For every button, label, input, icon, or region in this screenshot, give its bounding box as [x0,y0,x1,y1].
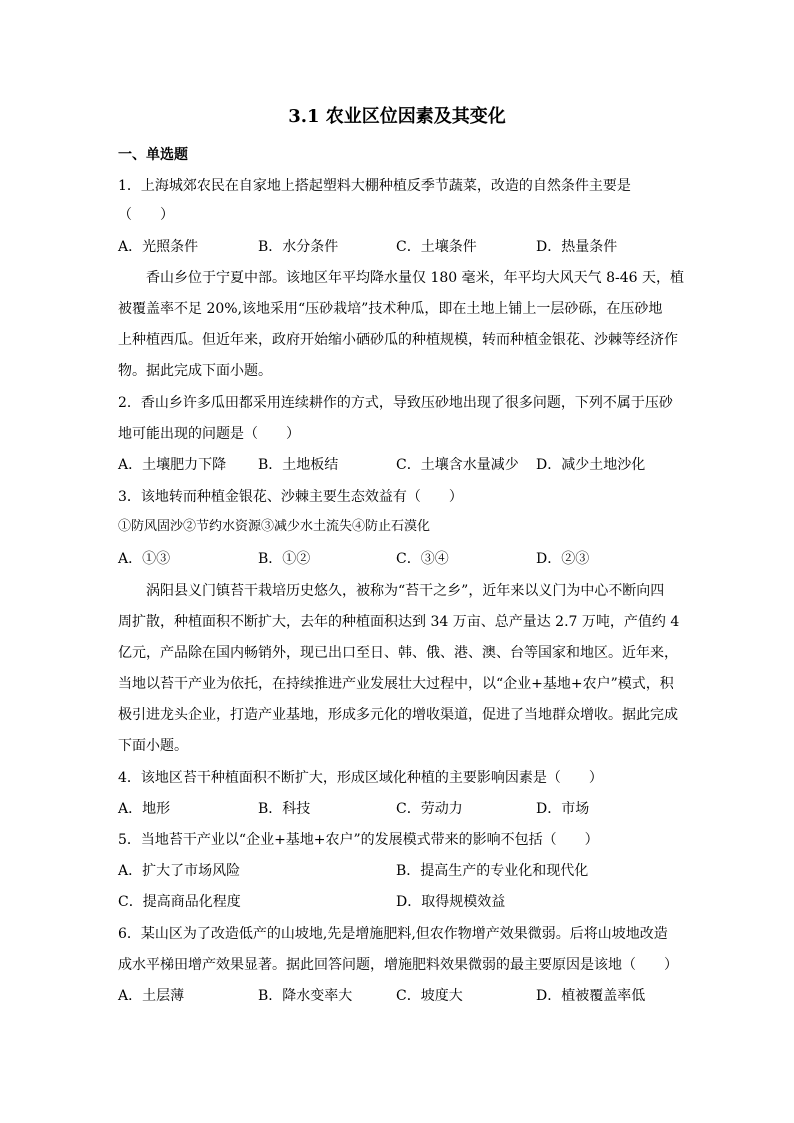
question-2-stem-cont: 地可能出现的问题是（ ） [118,426,300,442]
question-3-option-a: A．①③ [118,551,171,567]
question-2-stem: 2．香山乡许多瓜田都采用连续耕作的方式，导致压砂地出现了很多问题，下列不属于压砂 [118,395,673,411]
question-2-option-c: C．土壤含水量减少 [396,457,519,473]
question-1-option-c: C．土壤条件 [396,239,477,255]
page-title: 3.1 农业区位因素及其变化 [288,106,506,127]
question-5-option-b: B．提高生产的专业化和现代化 [396,863,589,879]
question-6-option-c: C．坡度大 [396,988,463,1004]
question-4-option-d: D．市场 [536,801,590,817]
question-5-option-c: C．提高商品化程度 [118,894,241,910]
question-3-option-b: B．①② [258,551,311,567]
question-5-option-d: D．取得规模效益 [396,894,506,910]
passage-2-line: 亿元，产品除在国内畅销外，现已出口至日、韩、俄、港、澳、台等国家和地区。近年来， [118,645,678,661]
section-heading: 一、单选题 [118,147,188,163]
question-2-option-d: D．减少土地沙化 [536,457,646,473]
question-3-stem: 3．该地转而种植金银花、沙棘主要生态效益有（ ） [118,489,463,505]
question-2-option-a: A．土壤肥力下降 [118,457,227,473]
question-1-option-b: B．水分条件 [258,239,339,255]
passage-2-line: 当地以苔干产业为依托，在持续推进产业发展壮大过程中，以“企业+基地+农户”模式，积 [118,676,674,692]
question-3-option-c: C．③④ [396,551,449,567]
question-6-stem: 6．某山区为了改造低产的山坡地,先是增施肥料,但农作物增产效果微弱。后将山坡地改造 [118,926,668,942]
question-5-option-a: A．扩大了市场风险 [118,863,241,879]
passage-1-line: 上种植西瓜。但近年来，政府开始缩小硒砂瓜的种植规模，转而种植金银花、沙棘等经济作 [118,332,678,348]
question-1-stem-cont: （ ） [118,207,174,223]
question-3-option-d: D．②③ [536,551,590,567]
question-1-stem: 1．上海城郊农民在自家地上搭起塑料大棚种植反季节蔬菜，改造的自然条件主要是 [118,178,631,194]
question-4-option-a: A．地形 [118,801,171,817]
passage-1-line: 香山乡位于宁夏中部。该地区年平均降水量仅 180 毫米，年平均大风天气 8-46 天，植 [146,270,684,286]
passage-2-line: 极引进龙头企业，打造产业基地，形成多元化的增收渠道，促进了当地群众增收。据此完成 [118,707,678,723]
question-4-option-c: C．劳动力 [396,801,463,817]
question-2-option-b: B．土地板结 [258,457,339,473]
question-3-choices: ①防风固沙②节约水资源③减少水土流失④防止石漠化 [118,519,431,534]
question-6-option-d: D．植被覆盖率低 [536,988,646,1004]
question-4-option-b: B．科技 [258,801,311,817]
question-6-option-b: B．降水变率大 [258,988,353,1004]
passage-2-line: 下面小题。 [118,738,188,754]
question-1-option-d: D．热量条件 [536,239,618,255]
question-5-stem: 5．当地苔干产业以“企业+基地+农户”的发展模式带来的影响不包括（ ） [118,832,599,848]
passage-1-line: 物。据此完成下面小题。 [118,363,272,379]
passage-2-line: 涡阳县义门镇苔干栽培历史悠久，被称为“苔干之乡”，近年来以义门为中心不断向四 [146,583,665,599]
question-1-option-a: A．光照条件 [118,239,199,255]
passage-1-line: 被覆盖率不足 20%,该地采用“压砂栽培”技术种瓜，即在土地上铺上一层砂砾，在压砂地 [118,301,663,317]
question-6-option-a: A．土层薄 [118,988,185,1004]
passage-2-line: 周扩散，种植面积不断扩大，去年的种植面积达到 34 万亩、总产量达 2.7 万吨，产值约 4 [118,614,680,630]
question-4-stem: 4．该地区苔干种植面积不断扩大，形成区域化种植的主要影响因素是（ ） [118,770,603,786]
question-6-stem-cont: 成水平梯田增产效果显著。据此回答问题，增施肥料效果微弱的最主要原因是该地（ ） [118,957,678,973]
